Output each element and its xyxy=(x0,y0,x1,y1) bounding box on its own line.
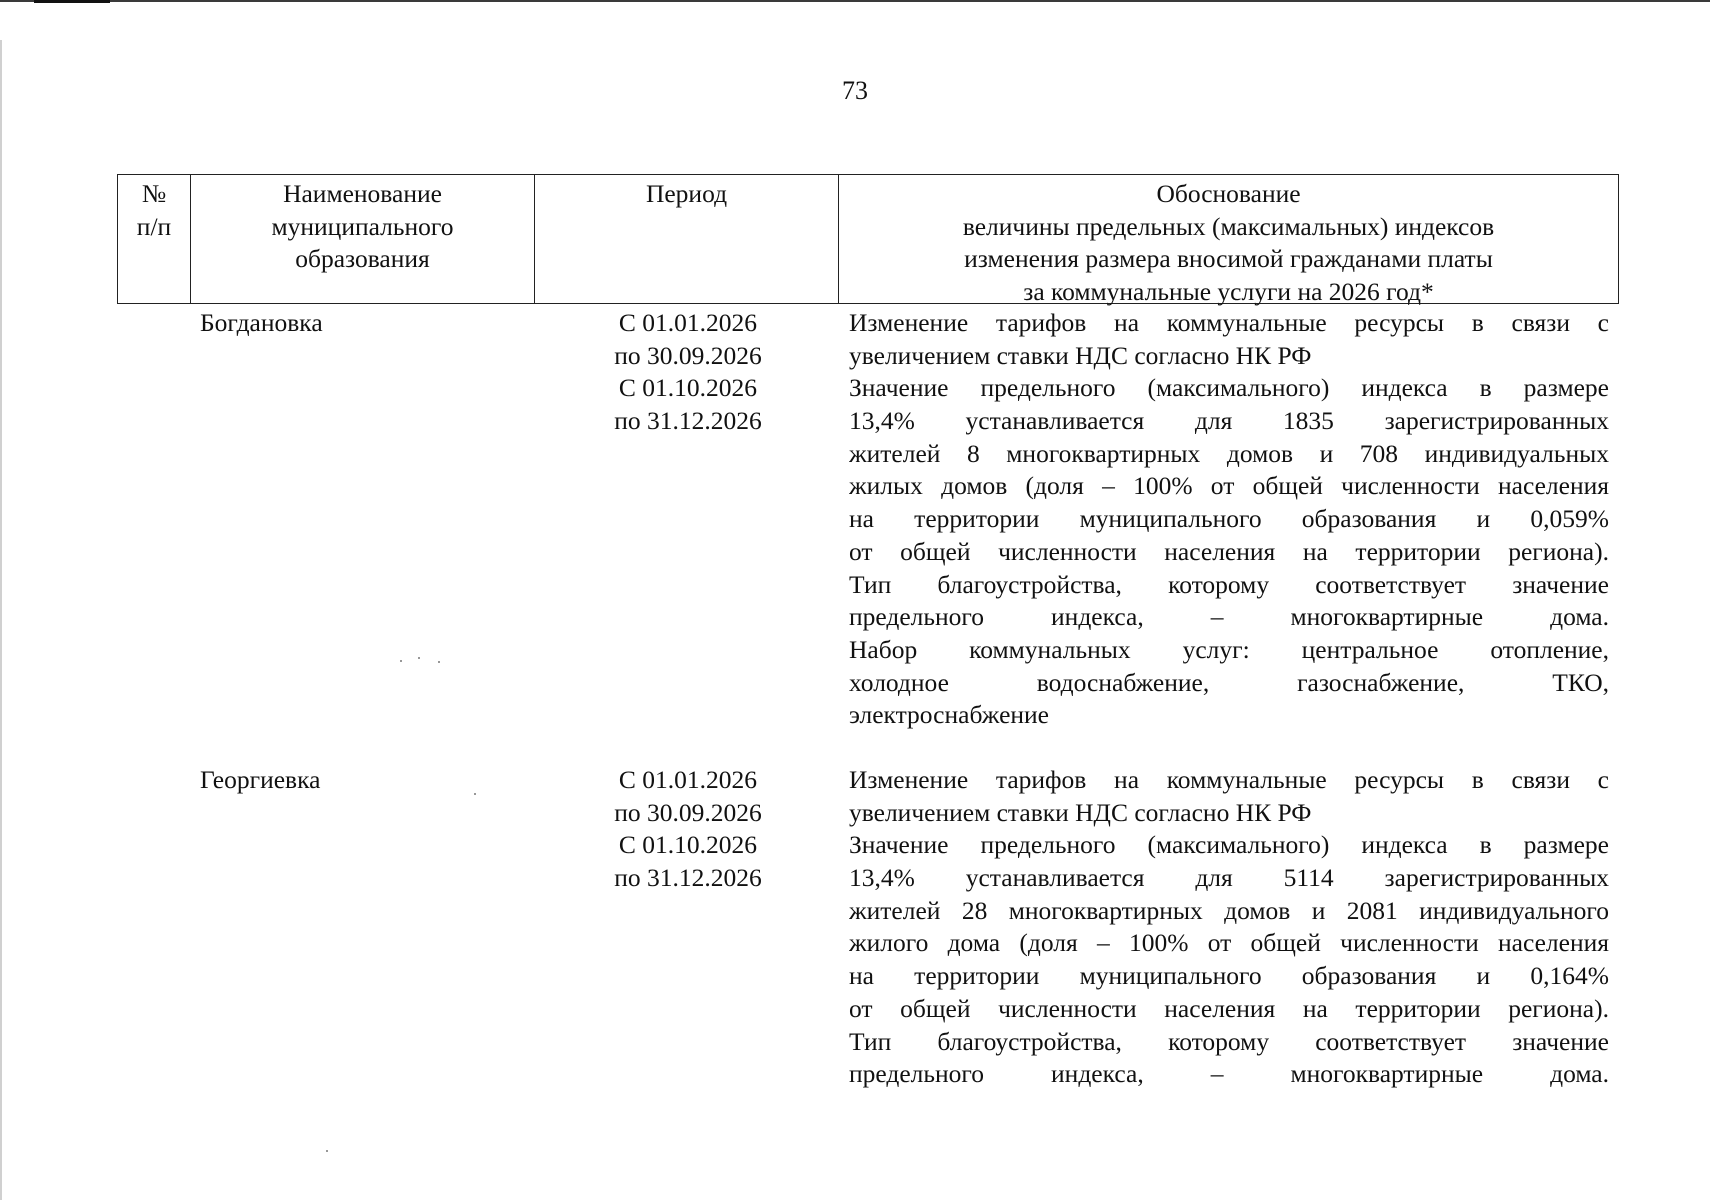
scan-speck xyxy=(438,661,440,663)
header-col-period xyxy=(534,175,838,303)
basis-line: на территории муниципального образования и 0,059% xyxy=(849,504,1609,534)
basis-line: жителей 8 многоквартирных домов и 708 индивидуальных xyxy=(849,438,1609,468)
basis-line: увеличением ставки НДС согласно НК РФ xyxy=(849,797,1312,827)
scan-speck xyxy=(326,1150,328,1152)
row-period-bogdanovka xyxy=(589,307,787,438)
basis-line: предельного индекса, – многоквартирные дома. xyxy=(849,602,1609,632)
header-text: за коммунальные услуги на 2026 год* xyxy=(1023,276,1434,306)
basis-line: от общей численности населения на территории региона). xyxy=(849,993,1609,1023)
header-text: № xyxy=(141,179,167,208)
period-line: С 01.01.2026 xyxy=(618,308,758,337)
header-text: образования xyxy=(295,244,430,273)
row-basis-bogdanovka xyxy=(849,307,1609,732)
header-text: Период xyxy=(645,179,728,208)
header-text: Обоснование xyxy=(1156,179,1301,208)
header-col-name xyxy=(190,175,534,303)
scan-speck xyxy=(474,793,476,795)
period-line: С 01.01.2026 xyxy=(618,765,758,794)
basis-line: увеличением ставки НДС согласно НК РФ xyxy=(849,340,1312,370)
scan-speck xyxy=(400,660,402,662)
header-text: величины предельных (максимальных) индексов xyxy=(962,211,1495,241)
row-basis-georgievka xyxy=(849,764,1609,1091)
period-line: по 31.12.2026 xyxy=(614,863,762,893)
scan-edge-left xyxy=(0,40,2,1200)
period-line: С 01.10.2026 xyxy=(618,830,758,860)
row-name-georgievka: Георгиевка xyxy=(200,765,321,794)
period-line: по 30.09.2026 xyxy=(614,797,762,827)
period-line: С 01.10.2026 xyxy=(618,373,758,403)
basis-line: 13,4% устанавливается для 1835 зарегистрированных xyxy=(849,406,1609,436)
scan-edge-top xyxy=(0,0,1710,2)
basis-line: Значение предельного (максимального) индекса в размере xyxy=(849,830,1609,860)
basis-line: жилых домов (доля – 100% от общей численности населения xyxy=(849,471,1609,501)
basis-line: на территории муниципального образования и 0,164% xyxy=(849,961,1609,991)
basis-line: от общей численности населения на территории региона). xyxy=(849,536,1609,566)
scan-speck xyxy=(418,657,420,659)
basis-line: жителей 28 многоквартирных домов и 2081 индивидуального xyxy=(849,895,1609,925)
page-number: 73 xyxy=(842,76,868,105)
header-text: изменения размера вносимой гражданами платы xyxy=(964,244,1493,273)
basis-line: Изменение тарифов на коммунальные ресурсы в связи с xyxy=(849,765,1609,794)
basis-line: Тип благоустройства, которому соответствует значение xyxy=(849,569,1609,599)
header-text: Наименование xyxy=(283,179,442,208)
basis-line: предельного индекса, – многоквартирные дома. xyxy=(849,1059,1609,1089)
row-name-bogdanovka: Богдановка xyxy=(200,308,323,337)
header-text: п/п xyxy=(136,211,172,241)
period-line: по 30.09.2026 xyxy=(614,340,762,370)
row-period-georgievka xyxy=(589,764,787,895)
basis-line: Значение предельного (максимального) индекса в размере xyxy=(849,373,1609,403)
basis-line: Изменение тарифов на коммунальные ресурсы в связи с xyxy=(849,308,1609,337)
scan-mark xyxy=(34,0,110,3)
header-text: муниципального xyxy=(271,211,454,241)
basis-line: жилого дома (доля – 100% от общей численности населения xyxy=(849,928,1609,958)
table-header xyxy=(117,174,1619,304)
basis-line: Тип благоустройства, которому соответствует значение xyxy=(849,1026,1609,1056)
header-col-number xyxy=(118,175,190,303)
period-line: по 31.12.2026 xyxy=(614,406,762,436)
basis-line: холодное водоснабжение, газоснабжение, ТКО, xyxy=(849,667,1609,697)
basis-line: электроснабжение xyxy=(849,700,1050,730)
header-col-basis xyxy=(838,175,1618,306)
basis-line: Набор коммунальных услуг: центральное отопление, xyxy=(849,634,1609,664)
basis-line: 13,4% устанавливается для 5114 зарегистрированных xyxy=(849,863,1609,893)
